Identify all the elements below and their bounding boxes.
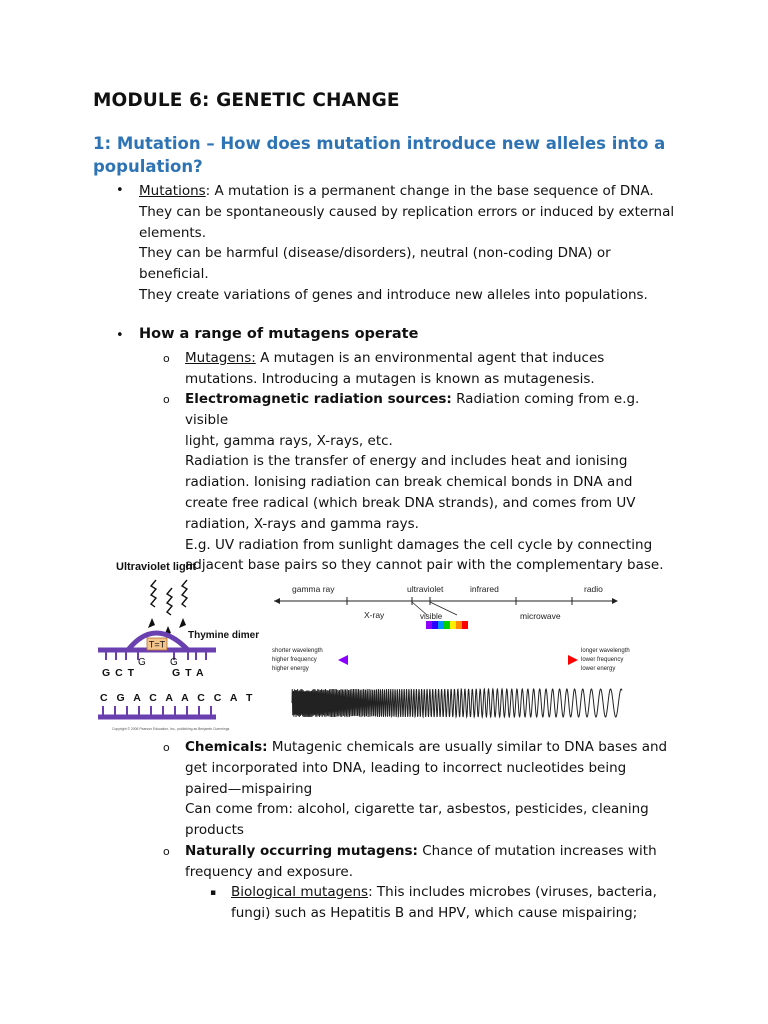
- visible-band-swatch: [426, 621, 432, 629]
- bullet-circle: o: [163, 393, 170, 406]
- visible-band-swatch: [462, 621, 468, 629]
- right-property-line: lower energy: [581, 666, 616, 672]
- mutations-line: beneficial.: [139, 266, 209, 283]
- em-line: radiation. Ionising radiation can break chemical bonds in DNA and: [185, 474, 633, 491]
- biological-mutagens-paragraph: [231, 882, 681, 924]
- spectrum-label-xray: X-ray: [364, 610, 385, 620]
- bullet-circle: o: [163, 352, 170, 365]
- spectrum-label-radio: radio: [584, 584, 603, 594]
- visible-band-swatch: [450, 621, 456, 629]
- left-property-line: higher frequency: [272, 657, 317, 663]
- mutations-line: They can be harmful (disease/disorders), neutral (non-coding DNA) or: [139, 245, 611, 262]
- bullet-circle: o: [163, 741, 170, 754]
- mutagens-subheading: How a range of mutagens operate: [139, 326, 419, 342]
- spectrum-label-ultraviolet: ultraviolet: [407, 584, 444, 594]
- bullet-circle: o: [163, 845, 170, 858]
- spectrum-label-microwave: microwave: [520, 611, 561, 621]
- chemicals-term: Chemicals:: [185, 739, 268, 755]
- em-line: create free radical (which break DNA strands), and comes from UV: [185, 494, 636, 511]
- visible-band-swatch: [438, 621, 444, 629]
- module-title: MODULE 6: GENETIC CHANGE: [93, 90, 400, 111]
- left-property-line: higher energy: [272, 666, 309, 672]
- arrow-right-icon: [568, 655, 578, 665]
- mutations-line: They create variations of genes and introduce new alleles into populations.: [139, 286, 648, 303]
- uv-light-label: Ultraviolet light: [116, 561, 197, 573]
- natural-mutagens-line: frequency and exposure.: [185, 863, 354, 880]
- mutagens-line: mutations. Introducing a mutagen is known as mutagenesis.: [185, 370, 595, 387]
- arrowhead-icon: [179, 618, 186, 628]
- arrow-right-icon: [612, 598, 618, 604]
- em-line: Radiation is the transfer of energy and includes heat and ionising: [185, 453, 628, 470]
- bottom-strand-bases: C G A C A A C C A T: [100, 692, 256, 704]
- spectrum-label-visible: visible: [420, 612, 443, 621]
- mutations-term: Mutations: [139, 183, 206, 199]
- em-line: E.g. UV radiation from sunlight damages the cell cycle by connecting: [185, 536, 653, 553]
- em-term: Electromagnetic radiation sources:: [185, 391, 452, 407]
- mutations-line: elements.: [139, 224, 206, 241]
- right-property-line: longer wavelength: [581, 648, 630, 654]
- copyright-note: Copyright © 2006 Pearson Education, Inc., publishing as Benjamin Cummings: [112, 727, 230, 731]
- chemicals-line: paired—mispairing: [185, 780, 313, 797]
- uv-ray-icon: [182, 580, 187, 607]
- em-line: adjacent base pairs so they cannot pair with the complementary base.: [185, 557, 664, 574]
- section-heading: 1: Mutation – How does mutation introduce new alleles into a population?: [93, 134, 666, 176]
- visible-band-swatch: [444, 621, 450, 629]
- biological-mutagens-line: fungi) such as Hepatitis B and HPV, which cause mispairing;: [231, 904, 638, 921]
- biological-mutagens-text: : This includes microbes (viruses, bacteria,: [368, 884, 657, 900]
- mutagens-paragraph: [185, 348, 685, 390]
- top-strand-right-bases: G T A: [172, 667, 205, 679]
- biological-mutagens-term: Biological mutagens: [231, 884, 369, 900]
- visible-band-swatch: [456, 621, 462, 629]
- mutagens-text: A mutagen is an environmental agent that induces: [255, 350, 605, 366]
- spectrum-label-infrared: infrared: [470, 584, 499, 594]
- chemicals-line: Can come from: alcohol, cigarette tar, asbestos, pesticides, cleaning: [185, 801, 649, 818]
- top-strand-left-bases: G C T: [102, 667, 135, 679]
- thymine-dimer-label: Thymine dimer: [188, 630, 260, 641]
- arrowhead-icon: [148, 618, 155, 628]
- base-g-right: G: [170, 657, 178, 668]
- thymine-dimer-text: T=T: [148, 639, 166, 650]
- bullet-dot: •: [116, 183, 124, 198]
- right-property-line: lower frequency: [581, 657, 624, 663]
- arrow-left-icon: [338, 655, 348, 665]
- bullet-dot: •: [116, 328, 124, 343]
- em-text: Radiation coming from e.g. visible: [185, 391, 640, 428]
- em-spectrum-diagram: [272, 584, 630, 717]
- base-g-left: G: [138, 657, 146, 668]
- visible-band-swatch: [432, 621, 438, 629]
- chemicals-paragraph: [185, 737, 685, 841]
- mutations-paragraph: [139, 181, 699, 306]
- chemicals-line: products: [185, 822, 244, 839]
- waveform: [292, 689, 622, 717]
- uv-spectrum-figure: [92, 558, 652, 738]
- visible-color-bar: [426, 621, 468, 629]
- natural-mutagens-paragraph: [185, 841, 685, 883]
- natural-mutagens-term: Naturally occurring mutagens:: [185, 843, 418, 859]
- chemicals-text: Mutagenic chemicals are usually similar to DNA bases and: [267, 739, 668, 755]
- em-line: light, gamma rays, X-rays, etc.: [185, 432, 393, 449]
- mutations-definition: : A mutation is a permanent change in the base sequence of DNA.: [205, 183, 654, 199]
- mutagens-term: Mutagens:: [185, 350, 256, 366]
- thymine-dimer-diagram: [98, 561, 259, 731]
- chemicals-line: get incorporated into DNA, leading to incorrect nucleotides being: [185, 759, 627, 776]
- em-paragraph: [185, 389, 685, 576]
- bullet-square: ▪: [210, 888, 217, 898]
- em-line: radiation, X-rays and gamma rays.: [185, 515, 419, 532]
- spectrum-label-gamma: gamma ray: [292, 584, 335, 594]
- uv-ray-icon: [151, 580, 156, 607]
- uv-ray-icon: [167, 588, 172, 615]
- left-property-line: shorter wavelength: [272, 648, 323, 654]
- arrow-left-icon: [274, 598, 280, 604]
- mutations-line: They can be spontaneously caused by replication errors or induced by external: [139, 203, 675, 220]
- natural-mutagens-text: Chance of mutation increases with: [417, 843, 657, 859]
